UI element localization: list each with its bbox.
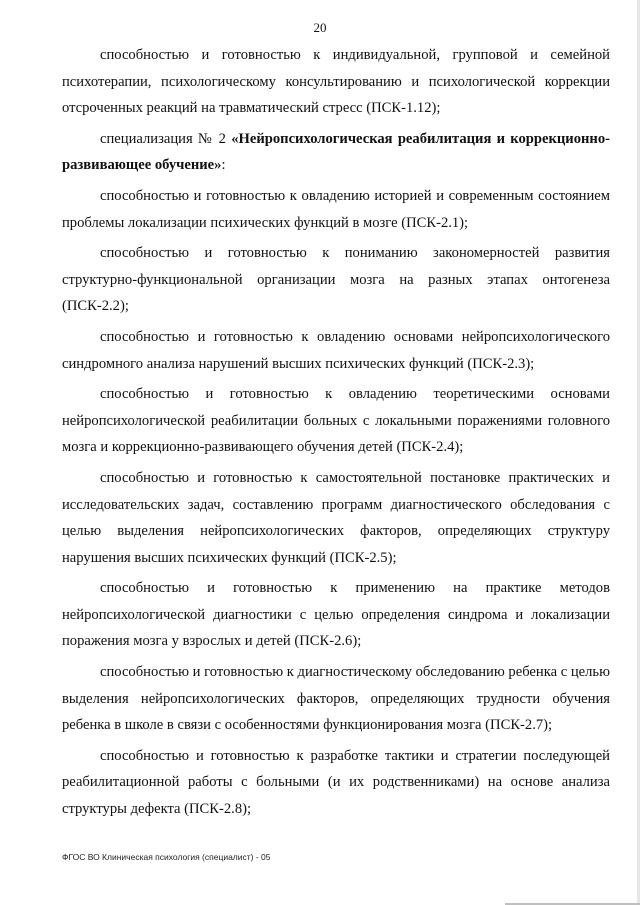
specialization-heading bbox=[62, 126, 610, 179]
competency-psk-2-2: способностью и готовностью к пониманию закономерностей развития структурно-функциональной организации мозга на разных этапах онтогенеза (ПСК-2.2); bbox=[62, 245, 610, 315]
competency-psk-2-5: способностью и готовностью к самостоятельной постановке практических и исследовательских задач, составлению программ диагностического обследования с целью выделения нейропсихологических факторов, определяющих структуру нарушения высших психических функций (ПСК-2.5); bbox=[62, 469, 610, 566]
competency-psk-2-4: способностью и готовностью к овладению теоретическими основами нейропсихологической реабилитации больных с локальными поражениями головного мозга и коррекционно-развивающего обучения детей (ПСК-2.4); bbox=[62, 386, 610, 456]
page-footer: ФГОС ВО Клиническая психология (специалист) - 05 bbox=[62, 852, 271, 862]
competency-psk-2-7: способностью и готовностью к диагностическому обследованию ребенка с целью выделения нейропсихологических факторов, определяющих трудности обучения ребенка в школе в связи с особенностями функционирования мозга (ПСК-2.7); bbox=[62, 664, 610, 734]
competency-psk-2-3: способностью и готовностью к овладению основами нейропсихологического синдромного анализа нарушений высших психических функций (ПСК-2.3); bbox=[62, 328, 610, 372]
specialization-prefix: специализация № 2 bbox=[100, 130, 232, 147]
specialization-title: «Нейропсихологическая реабилитация и коррекционно-развивающее обучение» bbox=[62, 130, 610, 174]
specialization-suffix: : bbox=[221, 157, 226, 174]
competency-psk-2-8: способностью и готовностью к разработке тактики и стратегии последующей реабилитационной работы с больными (и их родственниками) на основе анализа структуры дефекта (ПСК-2.8); bbox=[62, 747, 610, 818]
intro-paragraph: способностью и готовностью к индивидуальной, групповой и семейной психотерапии, психологическому консультированию и психологической коррекции отсроченных реакций на травматический стресс (ПСК-1.12); bbox=[62, 47, 610, 117]
competency-psk-2-1: способностью и готовностью к овладению историей и современным состоянием проблемы локализации психических функций в мозге (ПСК-2.1); bbox=[62, 187, 610, 231]
competency-psk-2-6: способностью и готовностью к применению на практике методов нейропсихологической диагностики с целью определения синдрома и локализации поражения мозга у взрослых и детей (ПСК-2.6); bbox=[62, 580, 610, 650]
page-number: 20 bbox=[313, 20, 327, 35]
page-content bbox=[62, 42, 610, 827]
